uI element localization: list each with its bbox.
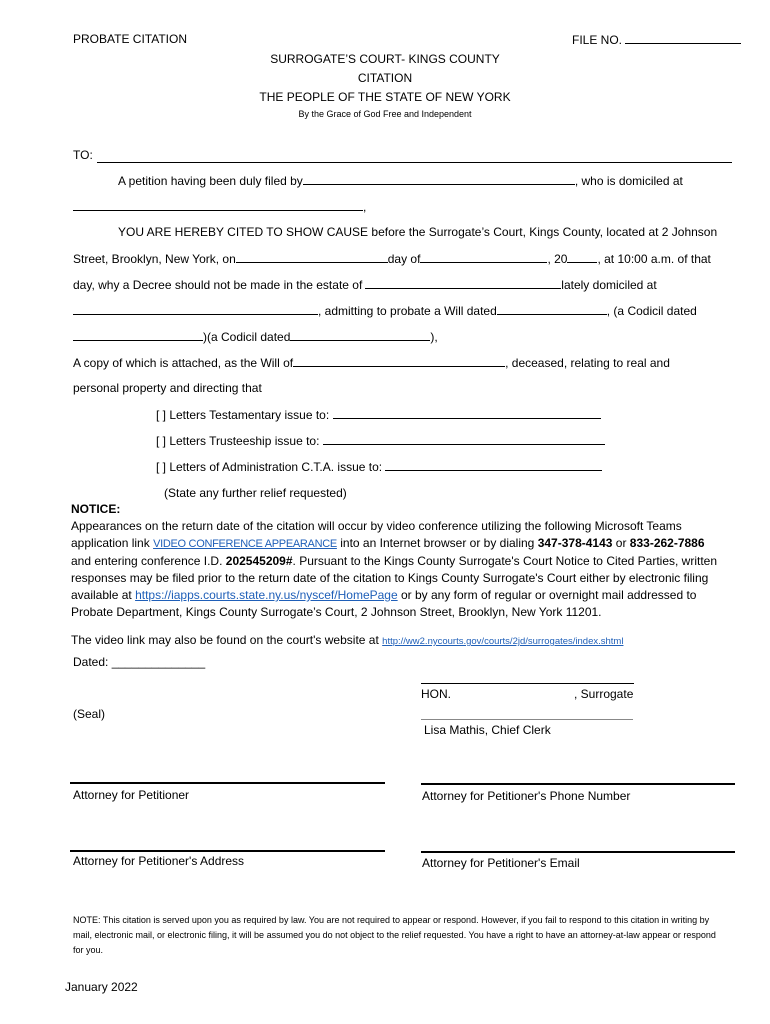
revision-date: January 2022 xyxy=(65,980,138,994)
to-field[interactable] xyxy=(97,162,732,163)
hearing-date-line xyxy=(73,251,711,266)
petitioner-name-field[interactable] xyxy=(303,173,575,185)
chief-clerk-name: Lisa Mathis, Chief Clerk xyxy=(424,723,551,737)
petition-prefix: A petition having been duly filed by xyxy=(118,174,303,188)
notice-text-or: or xyxy=(615,536,627,550)
hon-label: HON. xyxy=(421,687,451,701)
letters-testamentary-label: [ ] Letters Testamentary issue to: xyxy=(156,408,330,422)
domicile-comma: , xyxy=(363,200,367,214)
attorney-phone-label: Attorney for Petitioner's Phone Number xyxy=(422,789,631,803)
hearing-year-field[interactable] xyxy=(567,251,597,263)
hearing-day-field[interactable] xyxy=(236,251,388,263)
video-conference-link[interactable]: VIDEO CONFERENCE APPEARANCE xyxy=(153,538,337,550)
decedent-name-field[interactable] xyxy=(293,355,505,367)
further-relief-text: (State any further relief requested) xyxy=(164,486,347,500)
day-of-text: day of xyxy=(387,252,421,266)
efiling-link[interactable]: https://iapps.courts.state.ny.us/nyscef/HomePage xyxy=(135,588,398,602)
attorney-phone-line[interactable] xyxy=(421,783,735,785)
notice-text-2: into an Internet browser or by dialing xyxy=(340,536,535,550)
petition-suffix: , who is domiciled at xyxy=(574,174,683,188)
dated-field[interactable]: ______________ xyxy=(111,655,206,669)
time-text: , at 10:00 a.m. of that xyxy=(597,252,711,266)
form-title: PROBATE CITATION xyxy=(73,32,188,46)
citation-heading: CITATION xyxy=(357,71,413,85)
attorney-email-line[interactable] xyxy=(421,851,735,853)
attorney-name-line[interactable] xyxy=(70,782,385,784)
dated-label: Dated: xyxy=(73,655,109,669)
website-text: The video link may also be found on the court's website at xyxy=(71,633,379,647)
notice-body xyxy=(71,518,721,621)
codicil-date-field-1[interactable] xyxy=(73,329,203,341)
people-heading: THE PEOPLE OF THE STATE OF NEW YORK xyxy=(259,90,511,104)
estate-line xyxy=(73,277,657,292)
letters-administration-field[interactable] xyxy=(385,459,602,471)
conference-id: 202545209# xyxy=(225,554,293,568)
grace-subheading: By the Grace of God Free and Independent xyxy=(298,109,472,119)
letters-trusteeship-option[interactable] xyxy=(156,433,605,448)
footer-note: NOTE: This citation is served upon you as required by law. You are not required to appear or respond. However, if you fail to respond to this citation in writing by mail, electronic mail, or electronic filing, it will be assumed you do not object to the relief requested. You have a right to have an attorney-at-law appear or respond for you. xyxy=(73,915,716,955)
surrogate-label: , Surrogate xyxy=(574,687,634,701)
domicile-field[interactable] xyxy=(73,199,363,211)
phone-number-2: 833-262-7886 xyxy=(629,536,705,550)
copy-prefix: A copy of which is attached, as the Will of xyxy=(73,356,294,370)
notice-text-4: . Pursuant to the Kings County Surrogate's Court Notice to Cited Parties, written responses may be filed prior to the return date of the citation to Kings County Surrogate's Court either by electronic filing available at xyxy=(71,554,718,602)
will-of-line xyxy=(73,355,670,370)
domicile-line xyxy=(73,199,366,214)
last-domicile-field[interactable] xyxy=(73,303,318,315)
surrogate-signature-line[interactable] xyxy=(421,683,634,684)
notice-text-5: or by any form of regular or overnight mail addressed to Probate Department, Kings County Surrogate’s Court, 2 Johnson Street, Brooklyn, New York 11201. xyxy=(71,588,697,619)
codicil-open-text: , (a Codicil dated xyxy=(606,304,697,318)
attorney-address-label: Attorney for Petitioner's Address xyxy=(73,854,245,868)
attorney-email-label: Attorney for Petitioner's Email xyxy=(422,856,580,870)
will-date-field[interactable] xyxy=(497,303,607,315)
decree-prefix: day, why a Decree should not be made in the estate of xyxy=(73,278,363,292)
letters-administration-label: [ ] Letters of Administration C.T.A. issue to: xyxy=(156,460,383,474)
copy-suffix: , deceased, relating to real and xyxy=(505,356,670,370)
street-prefix: Street, Brooklyn, New York, on xyxy=(73,252,236,266)
will-dated-line xyxy=(73,303,697,318)
codicil-date-field-2[interactable] xyxy=(290,329,430,341)
clerk-signature-line[interactable] xyxy=(421,719,633,720)
notice-text-3: and entering conference I.D. xyxy=(71,554,223,568)
dated-line xyxy=(73,655,205,669)
admitting-text: , admitting to probate a Will dated xyxy=(318,304,497,318)
year-prefix: , 20 xyxy=(547,252,568,266)
seal-label: (Seal) xyxy=(73,707,106,721)
letters-trusteeship-field[interactable] xyxy=(323,433,605,445)
cited-line: YOU ARE HEREBY CITED TO SHOW CAUSE before the Surrogate’s Court, Kings County, located at 2 Johnson xyxy=(118,225,718,239)
phone-number-1: 347-378-4143 xyxy=(537,536,613,550)
personal-property-line: personal property and directing that xyxy=(73,381,262,395)
letters-administration-option[interactable] xyxy=(156,459,602,474)
codicil-second-text: )(a Codicil dated xyxy=(203,330,291,344)
estate-name-field[interactable] xyxy=(365,277,561,289)
letters-testamentary-field[interactable] xyxy=(333,407,601,419)
notice-heading: NOTICE: xyxy=(71,502,121,516)
hearing-month-field[interactable] xyxy=(420,251,547,263)
file-no-text: FILE NO. xyxy=(572,33,623,47)
court-name: SURROGATE’S COURT- KINGS COUNTY xyxy=(270,52,500,66)
website-line xyxy=(71,633,623,647)
attorney-address-line[interactable] xyxy=(70,850,385,852)
lately-domiciled-text: lately domiciled at xyxy=(561,278,657,292)
letters-testamentary-option[interactable] xyxy=(156,407,601,422)
to-label: TO: xyxy=(73,148,93,162)
attorney-petitioner-label: Attorney for Petitioner xyxy=(73,788,190,802)
file-number-label xyxy=(572,32,741,47)
letters-trusteeship-label: [ ] Letters Trusteeship issue to: xyxy=(156,434,320,448)
close-paren: ), xyxy=(430,330,438,344)
file-number-field[interactable] xyxy=(625,32,741,44)
notice-text-1: Appearances on the return date of the citation will occur by video conference utilizing the following Microsoft Teams application link xyxy=(71,519,682,550)
codicil-line xyxy=(73,329,438,344)
petition-line xyxy=(118,173,683,188)
court-website-link[interactable]: http://ww2.nycourts.gov/courts/2jd/surrogates/index.shtml xyxy=(382,636,624,647)
